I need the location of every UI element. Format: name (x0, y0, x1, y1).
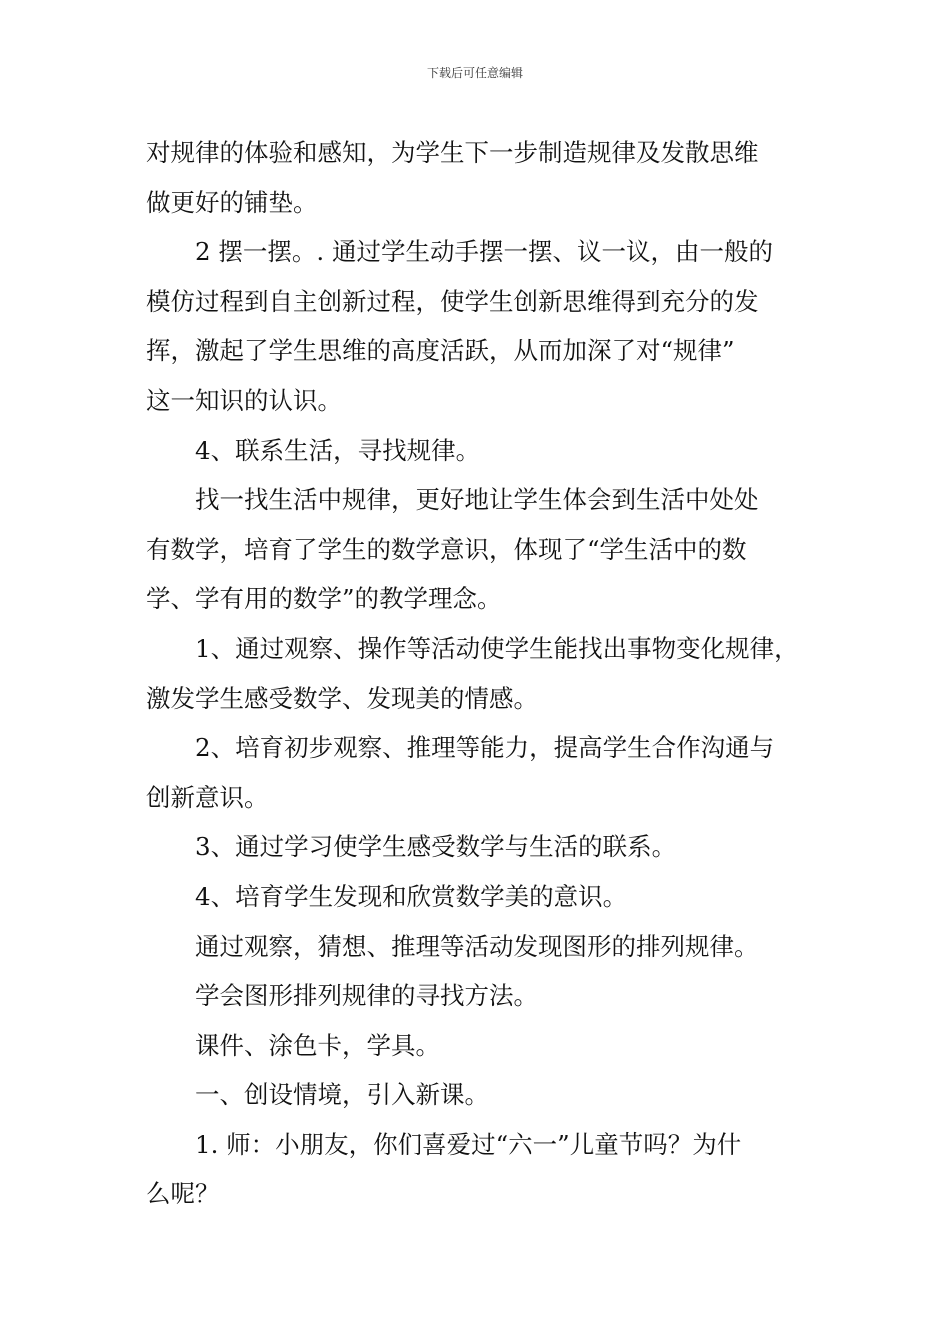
text-line: 对规律的体验和感知，为学生下一步制造规律及发散思维 (146, 138, 759, 167)
text-line: 做更好的铺垫。 (146, 187, 318, 217)
text-line: 这一知识的认识。 (146, 385, 342, 415)
text-line: 通过观察，猜想、推理等活动发现图形的排列规律。 (195, 931, 759, 961)
text-line: 学会图形排列规律的寻找方法。 (195, 981, 538, 1011)
text-line: 4、联系生活，寻找规律。 (195, 435, 481, 465)
document-body (146, 128, 816, 1219)
text-line: 3、通过学习使学生感受数学与生活的联系。 (195, 832, 677, 862)
text-line: 1. 师：小朋友，你们喜爱过“六一”儿童节吗？为什 (195, 1129, 742, 1159)
text-line: 找一找生活中规律，更好地让学生体会到生活中处处 (195, 485, 759, 515)
text-line: 么呢？ (146, 1179, 220, 1209)
text-line: 激发学生感受数学、发现美的情感。 (146, 683, 538, 713)
text-line: 创新意识。 (146, 782, 269, 812)
text-line: 一、创设情境，引入新课。 (195, 1080, 489, 1110)
text-line: 挥，激起了学生思维的高度活跃，从而加深了对“规律” (146, 336, 735, 366)
text-line: 有数学，培育了学生的数学意识，体现了“学生活中的数 (146, 534, 747, 564)
text-line: 4、培育学生发现和欣赏数学美的意识。 (195, 881, 628, 911)
page-header: 下载后可任意编辑 (426, 66, 523, 80)
text-line: 2 摆一摆。. 通过学生动手摆一摆、议一议，由一般的 (195, 237, 773, 267)
text-line: 2、培育初步观察、推理等能力，提高学生合作沟通与 (195, 733, 775, 763)
text-line: 1、通过观察、操作等活动使学生能找出事物变化规律， (195, 633, 799, 663)
text-line: 课件、涂色卡，学具。 (195, 1030, 440, 1060)
text-line: 学、学有用的数学”的教学理念。 (146, 584, 502, 614)
text-line: 模仿过程到自主创新过程，使学生创新思维得到充分的发 (146, 286, 759, 316)
